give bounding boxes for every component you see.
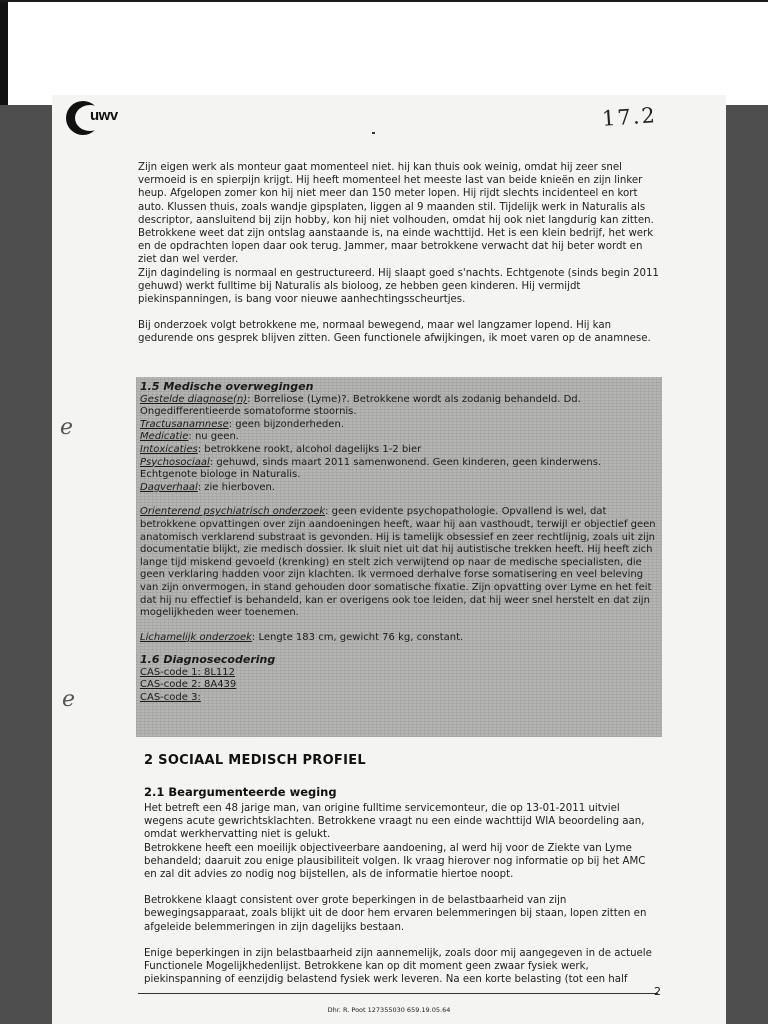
day-story-line: Dagverhaal: zie hierboven. (140, 481, 276, 493)
physical-exam: Lichamelijk onderzoek: Lengte 183 cm, gewicht 76 kg, constant. (140, 631, 464, 643)
intro-text (138, 161, 660, 346)
uwv-logo (66, 101, 146, 137)
top-border (0, 0, 768, 2)
section-1-5 (140, 381, 658, 705)
scan-background-left (0, 105, 52, 1024)
body-paragraph: Betrokkene klaagt consistent over grote beperkingen in de belastbaarheid van zijn bewegingsapparaat, zoals blijkt uit de door hem ervaren belemmeringen bij staan, lopen zitten en afgeleide belemmeringen in zijn dagelijks bestaan. (144, 895, 647, 933)
footer-document-id: Dhr. R. Poot 127355030 659.19.05.64 (327, 1006, 451, 1014)
footer-rule (138, 993, 658, 994)
cas-code: CAS-code 1: 8L112 (140, 666, 236, 678)
document-page (52, 95, 726, 1024)
viewer-top-bar (0, 0, 768, 105)
handwritten-margin-mark: e (60, 415, 74, 440)
scan-speck (372, 132, 375, 134)
cas-code: CAS-code 2: 8A439 (140, 679, 237, 691)
handwritten-margin-mark: e (62, 687, 76, 712)
body-paragraph: Het betreft een 48 jarige man, van origine fulltime servicemonteur, die op 13-01-2011 uitviel wegens acute gewrichtsklachten. Betrokkene vraagt nu een einde wachttijd WIA beoordeling aan, omdat werkhervatting niet is gelukt. (144, 803, 645, 841)
intoxication-line: Intoxicaties: betrokkene rookt, alcohol dagelijks 1-2 bier (140, 443, 422, 455)
uwv-logo-text: uwv (90, 107, 118, 124)
handwritten-page-number: 17.2 (601, 103, 658, 131)
left-edge-bar (0, 2, 8, 105)
cas-code: CAS-code 3: (140, 692, 201, 704)
intro-paragraph: Betrokkene weet dat zijn ontslag aanstaande is, na einde wachttijd. Het is een klein bedrijf, het werk en de opdrachten lopen daar ook terug. Jammer, maar betrokkene verwacht dat hij beter wordt en ziet dan wel verder. (138, 228, 654, 266)
diagnosis-line: Gestelde diagnose(n): Borreliose (Lyme)?. Betrokkene wordt als zodanig behandeld. Dd. Ongedifferentieerde somatoforme stoornis. (140, 393, 581, 418)
tractus-line: Tractusanamnese: geen bijzonderheden. (140, 418, 345, 430)
intro-paragraph: Zijn dagindeling is normaal en gestructureerd. Hij slaapt goed s'nachts. Echtgenote (sinds begin 2011 gehuwd) werkt fulltime bij Naturalis als bioloog, ze hebben geen kinderen. Hij vermijdt piekinspanningen, is bang voor nieuwe aanhechtingsscheurtjes. (138, 267, 659, 306)
intro-paragraph: Bij onderzoek volgt betrokkene me, normaal bewegend, maar wel langzamer lopend. Hij kan gedurende ons gesprek blijven zitten. Geen functionele afwijkingen, ik moet varen op de anamnese. (138, 320, 651, 345)
psychosocial-line: Psychosociaal: gehuwd, sinds maart 2011 samenwonend. Geen kinderen, geen kinderwens. Echtgenote biologe in Naturalis. (140, 456, 602, 481)
medication-line: Medicatie: nu geen. (140, 431, 239, 443)
body-paragraph: Betrokkene heeft een moeilijk objectiveerbare aandoening, al werd hij voor de Ziekte van Lyme behandeld; daaruit zou enige plausibiliteit volgen. Ik vraag hierover nog informatie op bij het AMC en zal dit advies zo nodig nog bijstellen, als de informatie hiertoe noopt. (144, 842, 646, 881)
scan-background-right (726, 105, 768, 1024)
section-2-1-text (144, 802, 660, 986)
intro-paragraph: Zijn eigen werk als monteur gaat momenteel niet. hij kan thuis ook weinig, omdat hij zeer snel vermoeid is en spierpijn krijgt. Hij heeft momenteel het meeste last van beide knieën en zijn linker heup. Afgelopen zomer kon hij niet meer dan 150 meter lopen. Hij rijdt slechts incidenteel en kort auto. Klussen thuis, zoals wandje gipsplaten, liggen al 9 maanden stil. Tijdelijk werk in Naturalis als descriptor, aansluitend bij zijn hobby, kon hij niet volhouden, omdat hij ook niet langdurig kan zitten. (138, 162, 654, 226)
chapter-heading: 2 SOCIAAL MEDISCH PROFIEL (144, 753, 367, 768)
section-heading: 1.5 Medische overwegingen (140, 380, 314, 393)
body-paragraph: Enige beperkingen in zijn belastbaarheid zijn aannemelijk, zoals door mij aangegeven in de actuele Functionele Mogelijkhedenlijst. Betrokkene kan op dit moment geen zwaar fysiek werk, piekinspanning of eenzijdig belastend fysiek werk leveren. Na een korte belasting (tot een half (144, 947, 652, 986)
section-heading: 1.6 Diagnosecodering (140, 653, 276, 667)
section-heading: 2.1 Beargumenteerde weging (144, 785, 337, 799)
page-number: 2 (654, 985, 661, 998)
psychiatric-exam: Orienterend psychiatrisch onderzoek: geen evidente psychopathologie. Opvallend is wel, dat betrokkene opvattingen over zijn aandoeningen heeft, waar hij aan vasthoudt, terwijl er objectief geen anatomisch verklarend substraat is gevonden. Hij is tamelijk obsessief en zeer rechtlijnig, zoals uit zijn documentatie blijkt, zie medisch dossier. Ik sluit niet uit dat hij autistische trekken heeft. Hij heeft zich lange tijd miskend gevoeld (krenking) en stelt zich verwijtend op naar de medische specialisten, die geen verklaring hadden voor zijn klachten. Ik vermoed derhalve forse somatisering en veel beleving van zijn onvermogen, in stand gehouden door somatische fixatie. Zijn opvatting over Lyme en het feit dat hij nu effectief is behandeld, kan er overigens ook toe leiden, dat hij weer snel herstelt en dat zijn mogelijkheden weer toenemen. (140, 506, 656, 619)
